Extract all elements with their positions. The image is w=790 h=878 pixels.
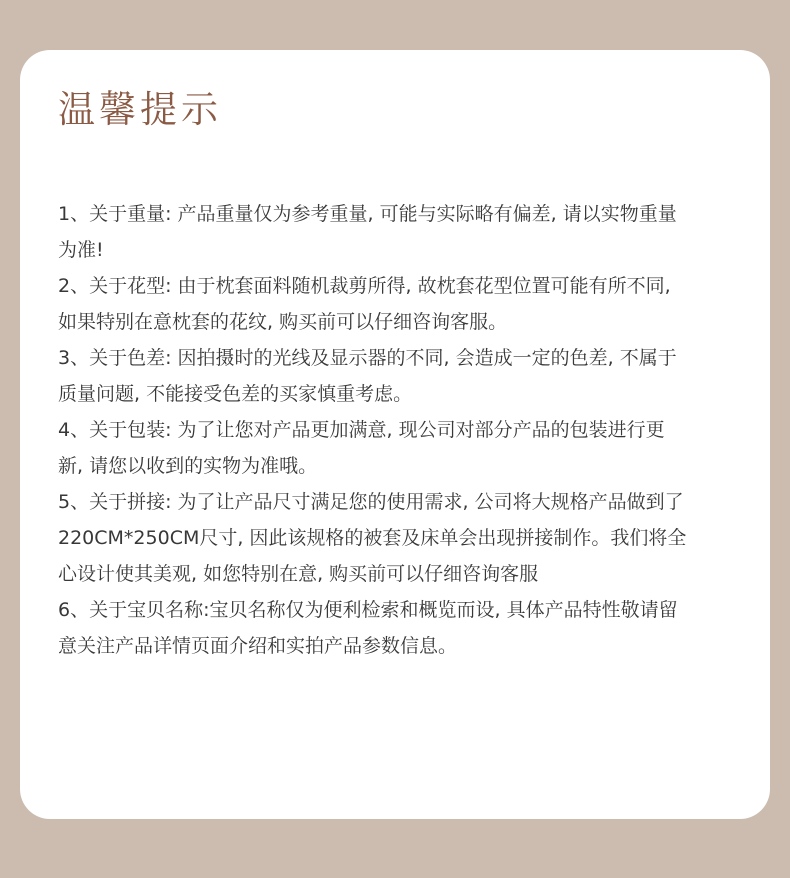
notice-item-weight: 1、关于重量: 产品重量仅为参考重量, 可能与实际略有偏差, 请以实物重量为准! — [58, 203, 677, 261]
notice-list — [58, 196, 688, 664]
notice-item-color-difference: 3、关于色差: 因拍摄时的光线及显示器的不同, 会造成一定的色差, 不属于质量问题, 不能接受色差的买家慎重考虑。 — [58, 347, 677, 405]
notice-item-splicing: 5、关于拼接: 为了让产品尺寸满足您的使用需求, 公司将大规格产品做到了220CM*250CM尺寸, 因此该规格的被套及床单会出现拼接制作。我们将全心设计使其美观, 如您特别在意, 购买前可以仔细咨询客服 — [58, 491, 687, 585]
notice-item-pattern: 2、关于花型: 由于枕套面料随机裁剪所得, 故枕套花型位置可能有所不同, 如果特别在意枕套的花纹, 购买前可以仔细咨询客服。 — [58, 275, 671, 333]
notice-item-packaging: 4、关于包装: 为了让您对产品更加满意, 现公司对部分产品的包装进行更新, 请您以收到的实物为准哦。 — [58, 419, 665, 477]
notice-item-product-name: 6、关于宝贝名称:宝贝名称仅为便利检索和概览而设, 具体产品特性敬请留意关注产品详情页面介绍和实拍产品参数信息。 — [58, 599, 678, 657]
notice-title: 温馨提示 — [58, 88, 222, 131]
